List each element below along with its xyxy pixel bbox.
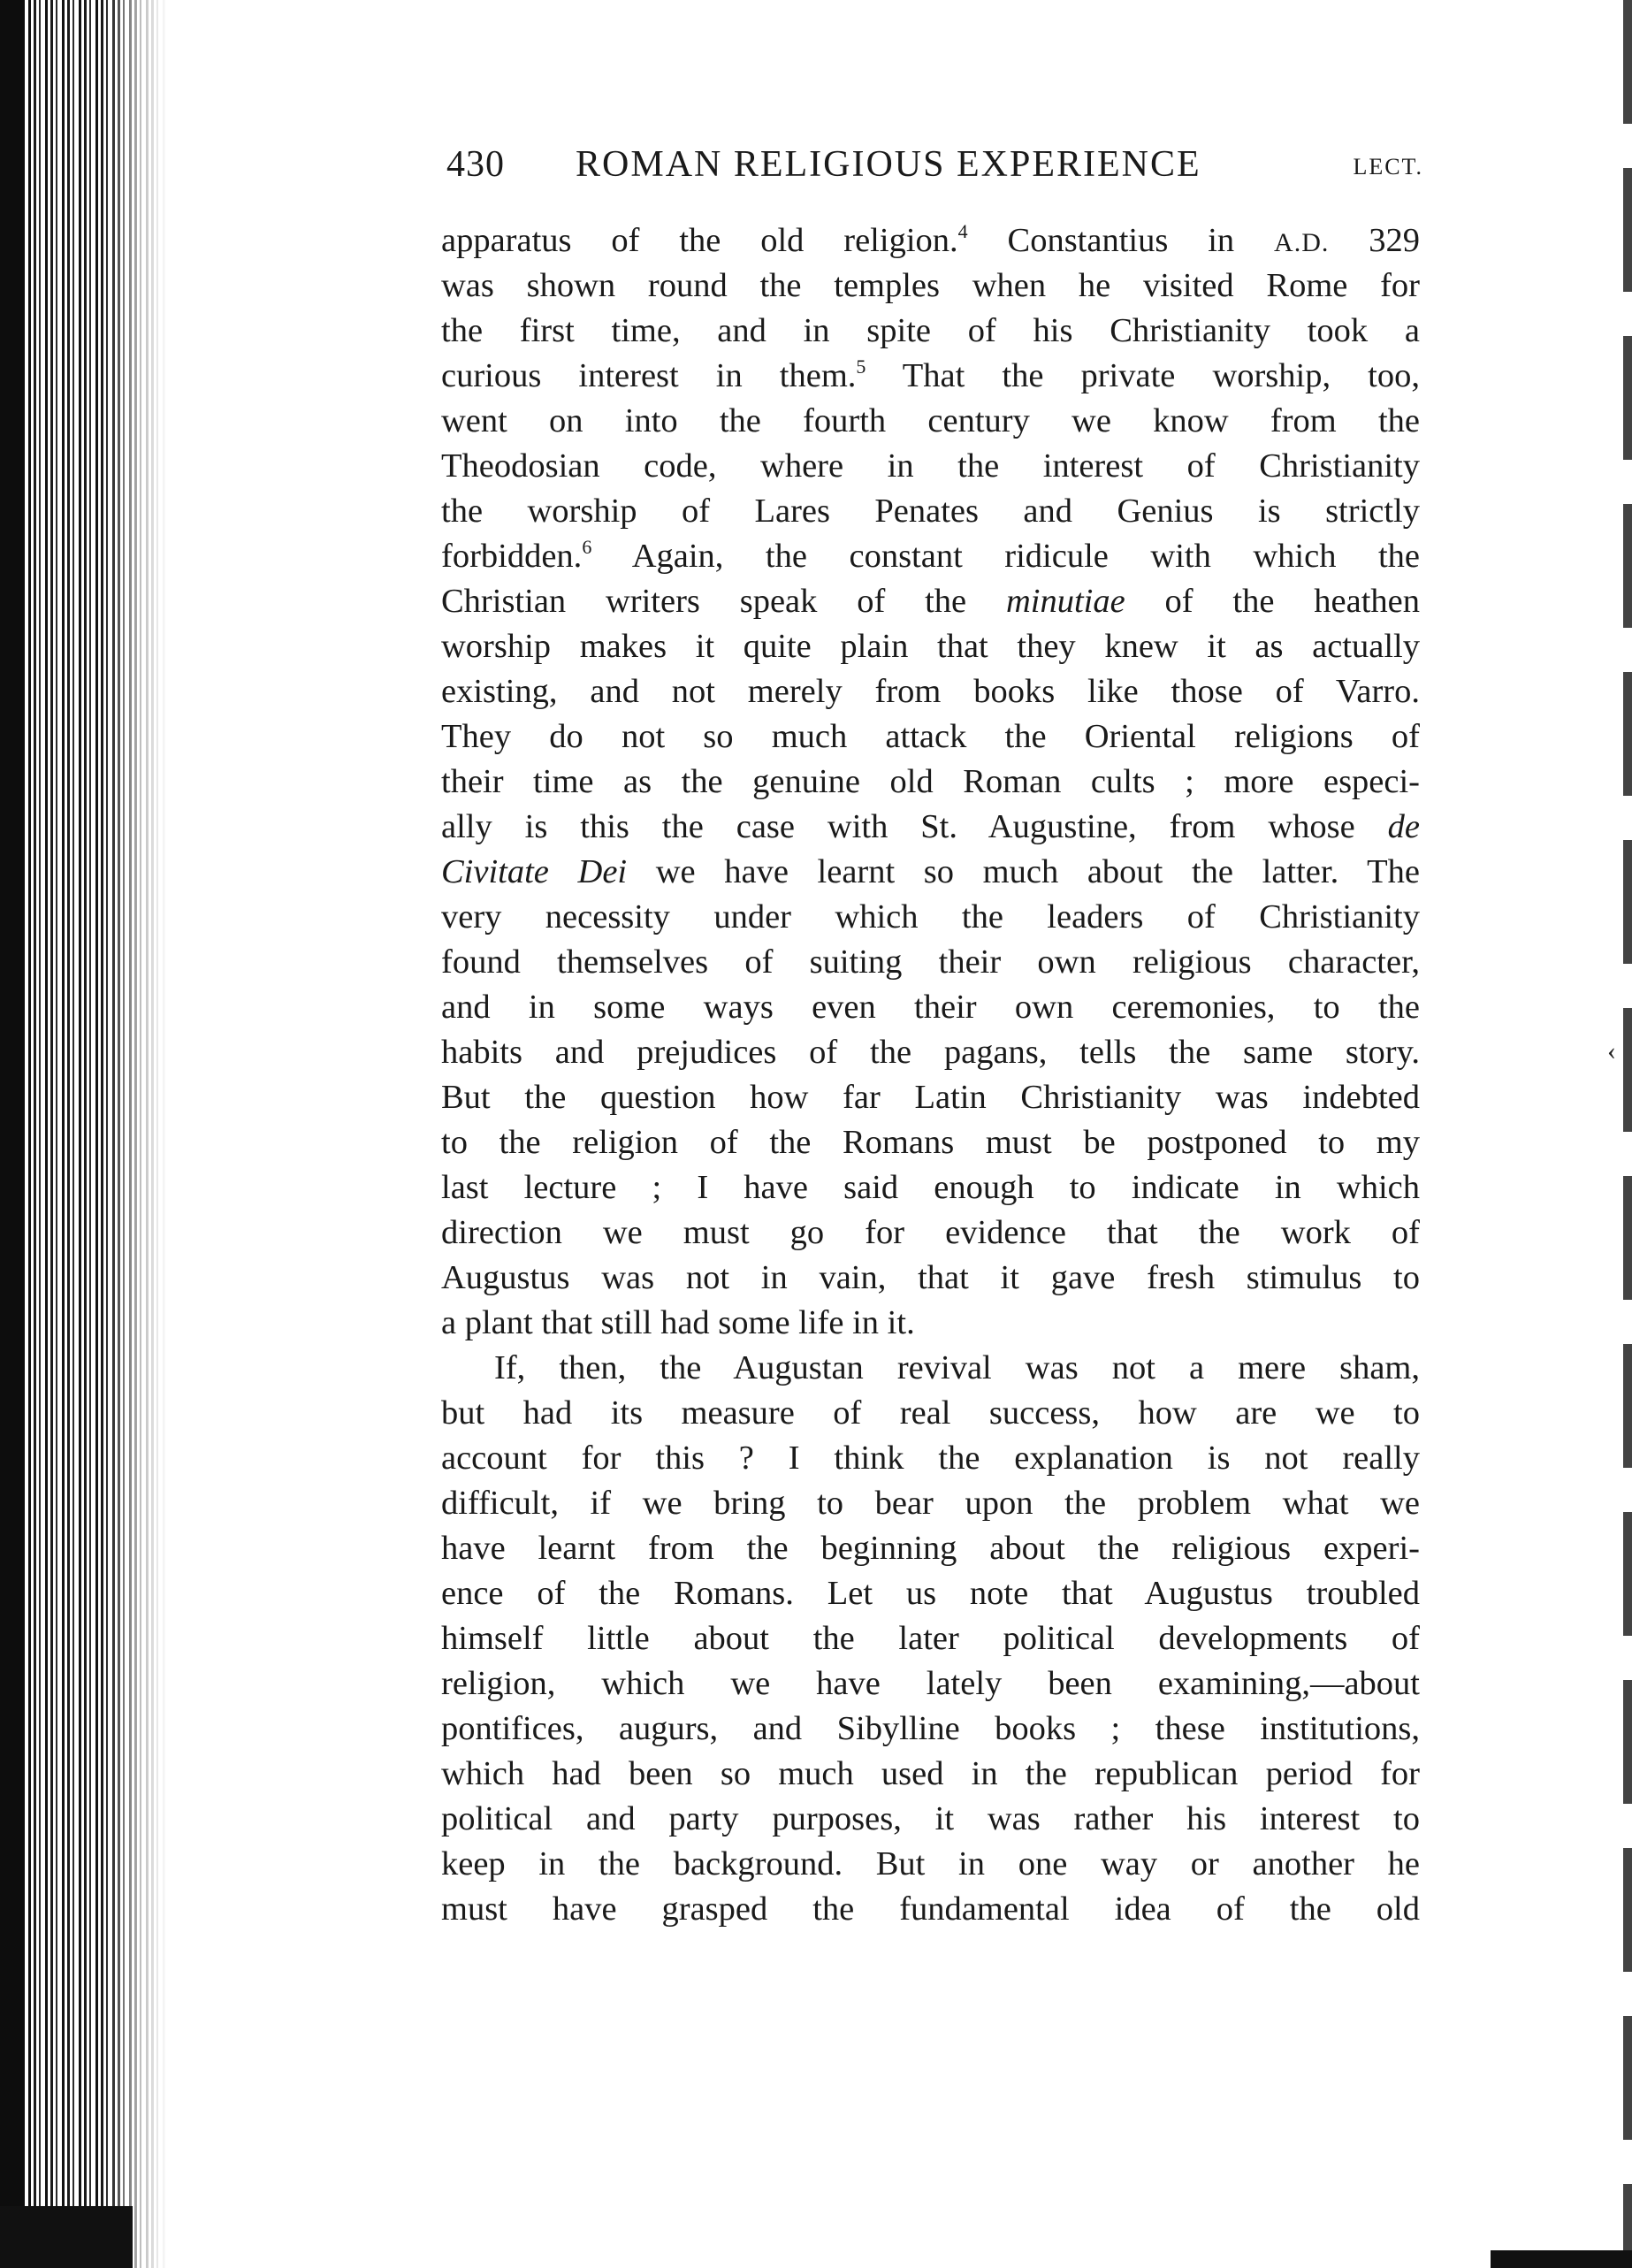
text-line: a plant that still had some life in it.: [441, 1304, 915, 1341]
text-line: ally is this the case with St. Augustine, from whose de: [441, 808, 1420, 845]
running-title: ROMAN RELIGIOUS EXPERIENCE: [576, 144, 1201, 185]
text-line: keep in the background. But in one way or another he: [441, 1845, 1420, 1882]
text-line: last lecture ; I have said enough to indicate in which: [441, 1169, 1420, 1206]
text-line: and in some ways even their own ceremonies, to the: [441, 989, 1420, 1026]
text-line: very necessity under which the leaders of Christianity: [441, 898, 1420, 935]
text-line: pontifices, augurs, and Sibylline books ; these institutions,: [441, 1710, 1420, 1747]
text-line: direction we must go for evidence that the work of: [441, 1214, 1420, 1251]
text-line: apparatus of the old religion.$^4$ Constantius in A.D. 329: [441, 220, 1420, 259]
text-line: the worship of Lares Penates and Genius is strictly: [441, 493, 1420, 530]
text-line: Theodosian code, where in the interest of Christianity: [441, 447, 1420, 485]
text-line: himself little about the later political developments of: [441, 1620, 1420, 1657]
italic-term: minutiae: [1005, 583, 1125, 620]
page-header: [446, 143, 1423, 193]
text-line: to the religion of the Romans must be postponed to my: [441, 1124, 1420, 1161]
footnote-ref: 5: [856, 355, 866, 378]
text-line: have learnt from the beginning about the religious experi-: [441, 1530, 1420, 1567]
text-line: Augustus was not in vain, that it gave fresh stimulus to: [441, 1259, 1420, 1296]
text-line: existing, and not merely from books like those of Varro.: [441, 673, 1420, 710]
text-line: Civitate Dei we have learnt so much about the latter. The: [441, 853, 1420, 890]
text-line: Christian writers speak of the minutiae of the heathen: [441, 583, 1420, 620]
text-line: religion, which we have lately been examining,—about: [441, 1665, 1420, 1702]
text-line: must have grasped the fundamental idea of the old: [441, 1890, 1420, 1928]
text-line: forbidden.$^6$ Again, the constant ridicule with which the: [441, 536, 1420, 575]
text-line: curious interest in them.$^5$ That the private worship, too,: [441, 355, 1420, 394]
italic-term: Civitate Dei: [441, 853, 628, 890]
text-line: If, then, the Augustan revival was not a mere sham,: [494, 1349, 1420, 1386]
italic-term: de: [1387, 808, 1420, 845]
text-line: political and party purposes, it was rather his interest to: [441, 1800, 1420, 1837]
text-line: found themselves of suiting their own religious character,: [441, 943, 1420, 981]
page-number: 430: [446, 144, 505, 185]
body-text: [441, 218, 1420, 1932]
text-line: But the question how far Latin Christianity was indebted: [441, 1079, 1420, 1116]
text-line: which had been so much used in the republican period for: [441, 1755, 1420, 1792]
text-line: difficult, if we bring to bear upon the problem what we: [441, 1485, 1420, 1522]
text-line: the first time, and in spite of his Christianity took a: [441, 312, 1420, 349]
text-line: habits and prejudices of the pagans, tells the same story.: [441, 1034, 1420, 1071]
right-page-edge: [1623, 0, 1632, 2268]
book-edge-fade: [106, 0, 168, 2268]
section-marker: LECT.: [1353, 154, 1423, 179]
book-edge-dark-strip: [0, 0, 25, 2268]
book-edge-bottom: [0, 2206, 133, 2268]
text-line: their time as the genuine old Roman cults ; more especi-: [441, 763, 1420, 800]
footnote-ref: 6: [582, 536, 592, 558]
footnote-ref: 4: [957, 220, 968, 242]
right-page-edge-base: [1491, 2250, 1632, 2268]
text-line: account for this ? I think the explanation is not really: [441, 1439, 1420, 1477]
text-line: but had its measure of real success, how are we to: [441, 1394, 1420, 1432]
text-line: worship makes it quite plain that they knew it as actually: [441, 628, 1420, 665]
text-line: They do not so much attack the Oriental religions of: [441, 718, 1420, 755]
text-line: was shown round the temples when he visited Rome for: [441, 267, 1420, 304]
margin-mark: ‹: [1607, 1036, 1616, 1065]
text-line: ence of the Romans. Let us note that Augustus troubled: [441, 1575, 1420, 1612]
text-line: went on into the fourth century we know from the: [441, 402, 1420, 439]
